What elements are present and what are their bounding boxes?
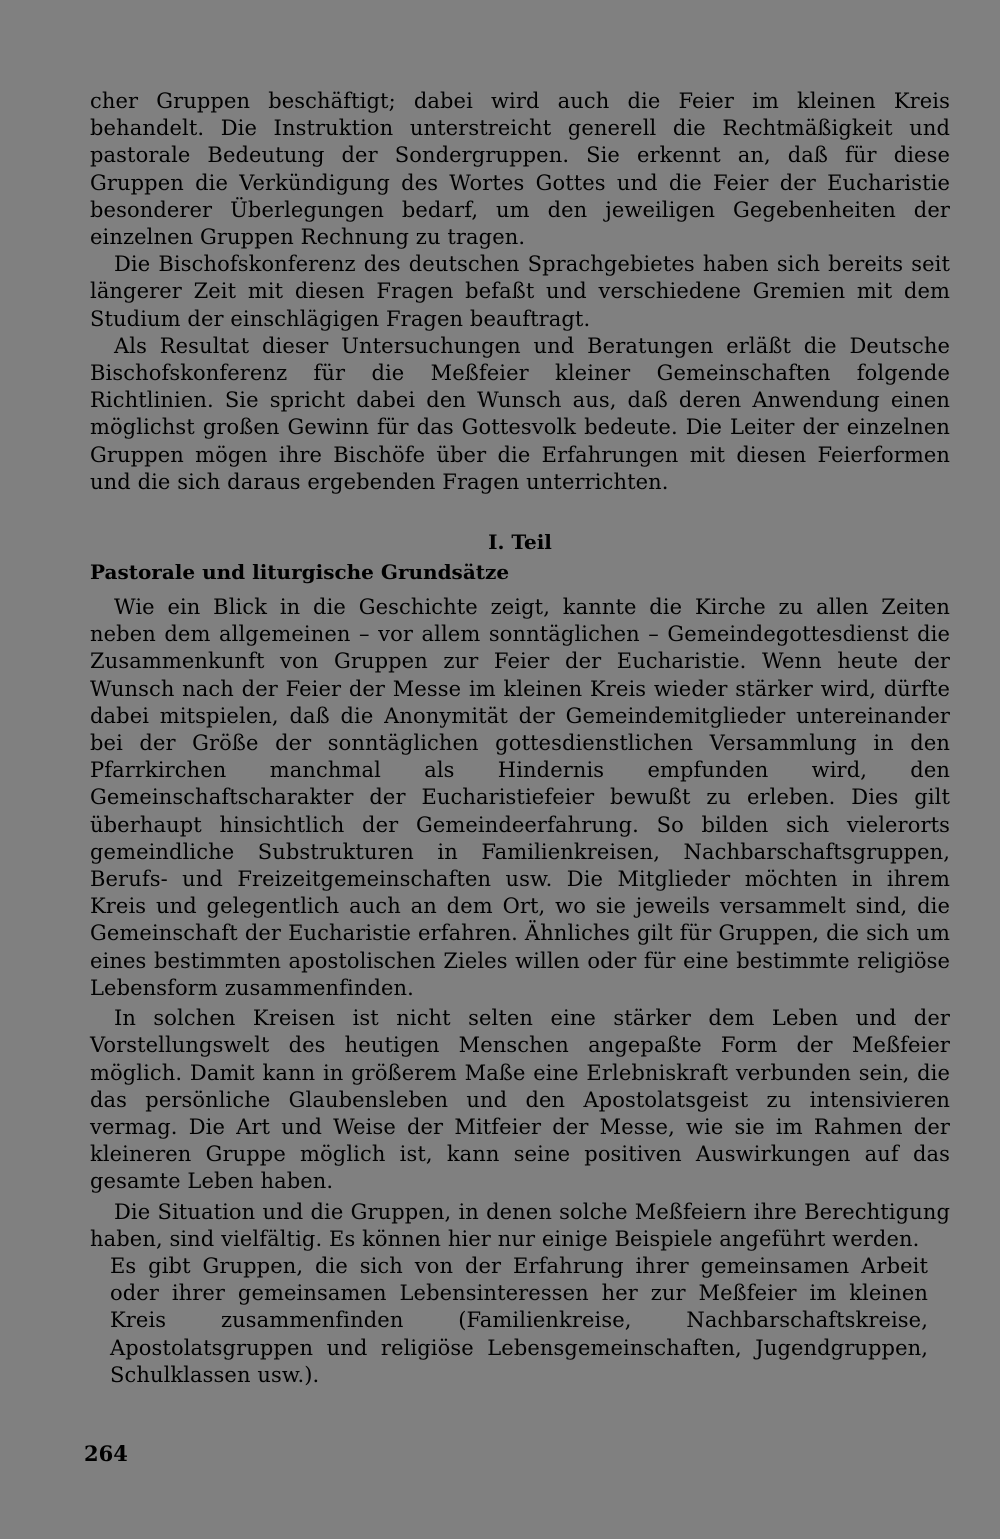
body-paragraph: Die Bischofskonferenz des deutschen Sprachgebietes haben sich bereits seit längerer Zeit mit diesen Fragen befaßt und verschiedene Gremien mit dem Studium der einschlägigen Fragen beauftragt.: [90, 252, 950, 331]
body-paragraph: In solchen Kreisen ist nicht selten eine stärker dem Leben und der Vorstellungswelt des heutigen Menschen angepaßte Form der Meßfeier möglich. Damit kann in größerem Maße eine Erlebniskraft verbunden sein, die das persönliche Glaubensleben und den Apostolatsgeist zu intensivieren vermag. Die Art und Weise der Mitfeier der Messe, wie sie im Rahmen der kleineren Gruppe möglich ist, kann seine positiven Auswirkungen auf das gesamte Leben haben.: [90, 1006, 950, 1194]
page-body: [90, 88, 950, 1389]
page-number: 264: [84, 1441, 128, 1466]
body-paragraph: cher Gruppen beschäftigt; dabei wird auch die Feier im kleinen Kreis behandelt. Die Instruktion unterstreicht generell die Rechtmäßigkeit und pastorale Bedeutung der Sondergruppen. Sie erkennt an, daß für diese Gruppen die Verkündigung des Wortes Gottes und die Feier der Eucharistie besonderer Überlegungen bedarf, um den jeweiligen Gegebenheiten der einzelnen Gruppen Rechnung zu tragen.: [90, 89, 950, 250]
body-paragraph: Die Situation und die Gruppen, in denen solche Meßfeiern ihre Berechtigung haben, sind vielfältig. Es können hier nur einige Beispiele angeführt werden.: [90, 1199, 950, 1251]
section-heading: I. Teil: [488, 530, 552, 555]
body-paragraph: Als Resultat dieser Untersuchungen und Beratungen erläßt die Deutsche Bischofskonferenz für die Meßfeier kleiner Gemeinschaften folgende Richtlinien. Sie spricht dabei den Wunsch aus, daß deren Anwendung einen möglichst großen Gewinn für das Gottesvolk bedeute. Die Leiter der einzelnen Gruppen mögen ihre Bischöfe über die Erfahrungen mit diesen Feierformen und die sich daraus ergebenden Fragen unterrichten.: [90, 333, 950, 494]
section-subheading: Pastorale und liturgische Grundsätze: [90, 560, 510, 585]
nested-paragraph: Es gibt Gruppen, die sich von der Erfahrung ihrer gemeinsamen Arbeit oder ihrer gemeinsamen Lebensinteressen her zur Meßfeier im kleinen Kreis zusammenfinden (Familienkreise, Nachbarschaftskreise, Apostolatsgruppen und religiöse Lebensgemeinschaften, Jugendgruppen, Schulklassen usw.).: [110, 1253, 928, 1387]
body-paragraph: Wie ein Blick in die Geschichte zeigt, kannte die Kirche zu allen Zeiten neben dem allgemeinen – vor allem sonntäglichen – Gemeindegottesdienst die Zusammenkunft von Gruppen zur Feier der Eucharistie. Wenn heute der Wunsch nach der Feier der Messe im kleinen Kreis wieder stärker wird, dürfte dabei mitspielen, daß die Anonymität der Gemeindemitglieder untereinander bei der Größe der sonntäglichen gottesdienstlichen Versammlung in den Pfarrkirchen manchmal als Hindernis empfunden wird, den Gemeinschaftscharakter der Eucharistiefeier bewußt zu erleben. Dies gilt überhaupt hinsichtlich der Gemeindeerfahrung. So bilden sich vielerorts gemeindliche Substrukturen in Familienkreisen, Nachbarschaftsgruppen, Berufs- und Freizeitgemeinschaften usw. Die Mitglieder möchten in ihrem Kreis und gelegentlich auch an dem Ort, wo sie jeweils versammelt sind, die Gemeinschaft der Eucharistie erfahren. Ähnliches gilt für Gruppen, die sich um eines bestimmten apostolischen Zieles willen oder für eine bestimmte religiöse Lebensform zusammenfinden.: [90, 595, 950, 1000]
